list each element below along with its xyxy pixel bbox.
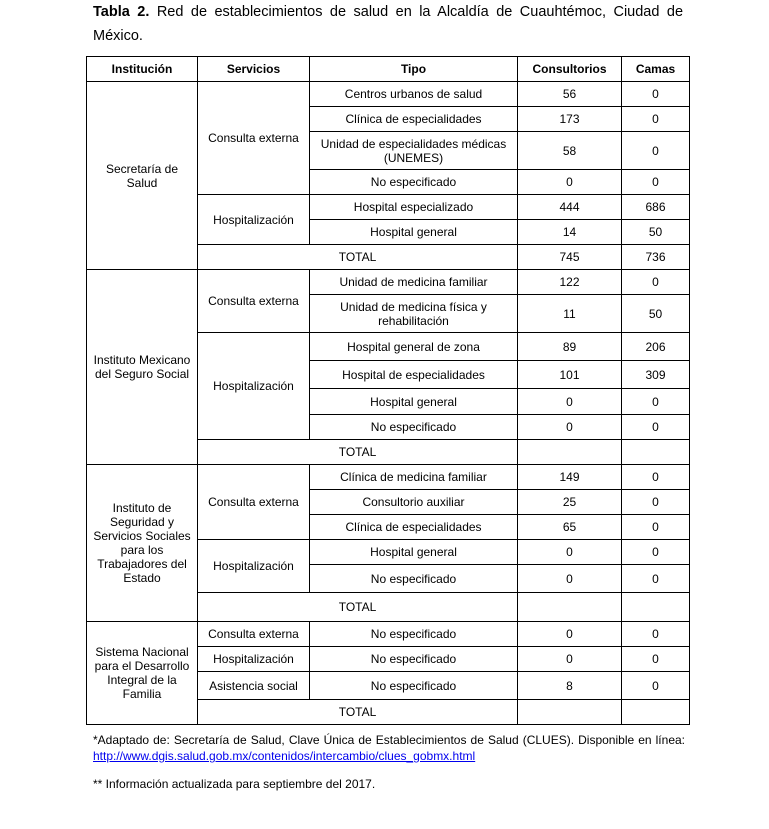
total-consultorios [518,440,622,465]
tipo-cell: Clínica de medicina familiar [310,465,518,490]
camas-cell: 0 [622,565,690,593]
institution-cell: Sistema Nacional para el Desarrollo Integral de la Familia [87,622,198,725]
consultorios-cell: 8 [518,672,622,700]
consultorios-cell: 58 [518,132,622,170]
tipo-cell: Unidad de medicina familiar [310,270,518,295]
consultorios-cell: 14 [518,220,622,245]
consultorios-cell: 149 [518,465,622,490]
camas-cell: 50 [622,295,690,333]
table-notes [93,732,685,764]
source-link[interactable]: http://www.dgis.salud.gob.mx/contenidos/intercambio/clues_gobmx.html [93,749,476,763]
camas-cell: 0 [622,170,690,195]
consultorios-cell: 56 [518,82,622,107]
consultorios-cell: 444 [518,195,622,220]
service-cell: Hospitalización [198,647,310,672]
total-camas [622,593,690,622]
header-institucion: Institución [87,57,198,82]
total-camas: 736 [622,245,690,270]
tipo-cell: Hospital general [310,540,518,565]
consultorios-cell: 122 [518,270,622,295]
tipo-cell: Hospital especializado [310,195,518,220]
total-consultorios: 745 [518,245,622,270]
consultorios-cell: 0 [518,170,622,195]
service-cell: Consulta externa [198,465,310,540]
consultorios-cell: 11 [518,295,622,333]
camas-cell: 686 [622,195,690,220]
total-consultorios [518,700,622,725]
total-consultorios [518,593,622,622]
tipo-cell: Unidad de medicina física y rehabilitación [310,295,518,333]
camas-cell: 0 [622,82,690,107]
tipo-cell: Hospital de especialidades [310,361,518,389]
consultorios-cell: 0 [518,565,622,593]
consultorios-cell: 0 [518,389,622,415]
header-servicios: Servicios [198,57,310,82]
camas-cell: 309 [622,361,690,389]
institution-cell: Secretaría de Salud [87,82,198,270]
tipo-cell: No especificado [310,622,518,647]
camas-cell: 206 [622,333,690,361]
camas-cell: 0 [622,672,690,700]
table-row [87,622,690,647]
camas-cell: 0 [622,490,690,515]
caption-label: Tabla 2. [93,4,150,20]
consultorios-cell: 0 [518,540,622,565]
total-label: TOTAL [198,700,518,725]
table-row [87,270,690,295]
camas-cell: 0 [622,540,690,565]
tipo-cell: Clínica de especialidades [310,515,518,540]
consultorios-cell: 65 [518,515,622,540]
tipo-cell: Hospital general de zona [310,333,518,361]
service-cell: Hospitalización [198,333,310,440]
header-tipo: Tipo [310,57,518,82]
service-cell: Consulta externa [198,82,310,195]
camas-cell: 0 [622,132,690,170]
tipo-cell: Consultorio auxiliar [310,490,518,515]
tipo-cell: No especificado [310,672,518,700]
tipo-cell: Clínica de especialidades [310,107,518,132]
total-label: TOTAL [198,440,518,465]
camas-cell: 0 [622,415,690,440]
consultorios-cell: 25 [518,490,622,515]
institution-cell: Instituto Mexicano del Seguro Social [87,270,198,465]
table-row [87,82,690,107]
table-body [87,82,690,725]
health-establishments-table [86,56,690,725]
institution-cell: Instituto de Seguridad y Servicios Sociales para los Trabajadores del Estado [87,465,198,622]
service-cell: Consulta externa [198,622,310,647]
consultorios-cell: 0 [518,415,622,440]
consultorios-cell: 173 [518,107,622,132]
camas-cell: 0 [622,465,690,490]
total-label: TOTAL [198,245,518,270]
header-camas: Camas [622,57,690,82]
camas-cell: 50 [622,220,690,245]
table-caption [93,0,683,48]
service-cell: Hospitalización [198,195,310,245]
tipo-cell: No especificado [310,415,518,440]
table-row [87,465,690,490]
tipo-cell: No especificado [310,170,518,195]
tipo-cell: No especificado [310,565,518,593]
service-cell: Asistencia social [198,672,310,700]
total-camas [622,700,690,725]
header-row [87,57,690,82]
tipo-cell: Unidad de especialidades médicas (UNEMES) [310,132,518,170]
consultorios-cell: 0 [518,647,622,672]
total-label: TOTAL [198,593,518,622]
service-cell: Consulta externa [198,270,310,333]
camas-cell: 0 [622,107,690,132]
tipo-cell: Hospital general [310,389,518,415]
camas-cell: 0 [622,622,690,647]
service-cell: Hospitalización [198,540,310,593]
consultorios-cell: 89 [518,333,622,361]
tipo-cell: Hospital general [310,220,518,245]
header-consultorios: Consultorios [518,57,622,82]
caption-text: Red de establecimientos de salud en la Alcaldía de Cuauhtémoc, Ciudad de México. [93,4,684,44]
consultorios-cell: 0 [518,622,622,647]
tipo-cell: No especificado [310,647,518,672]
tipo-cell: Centros urbanos de salud [310,82,518,107]
consultorios-cell: 101 [518,361,622,389]
camas-cell: 0 [622,647,690,672]
camas-cell: 0 [622,515,690,540]
camas-cell: 0 [622,270,690,295]
total-camas [622,440,690,465]
source-note: *Adaptado de: Secretaría de Salud, Clave Única de Establecimientos de Salud (CLUES). Disponible en línea: http://www.dgis.salud.gob.mx/contenidos/intercambio/clues_gobmx.html [93,733,685,763]
camas-cell: 0 [622,389,690,415]
update-note: ** Información actualizada para septiembre del 2017. [93,777,376,791]
